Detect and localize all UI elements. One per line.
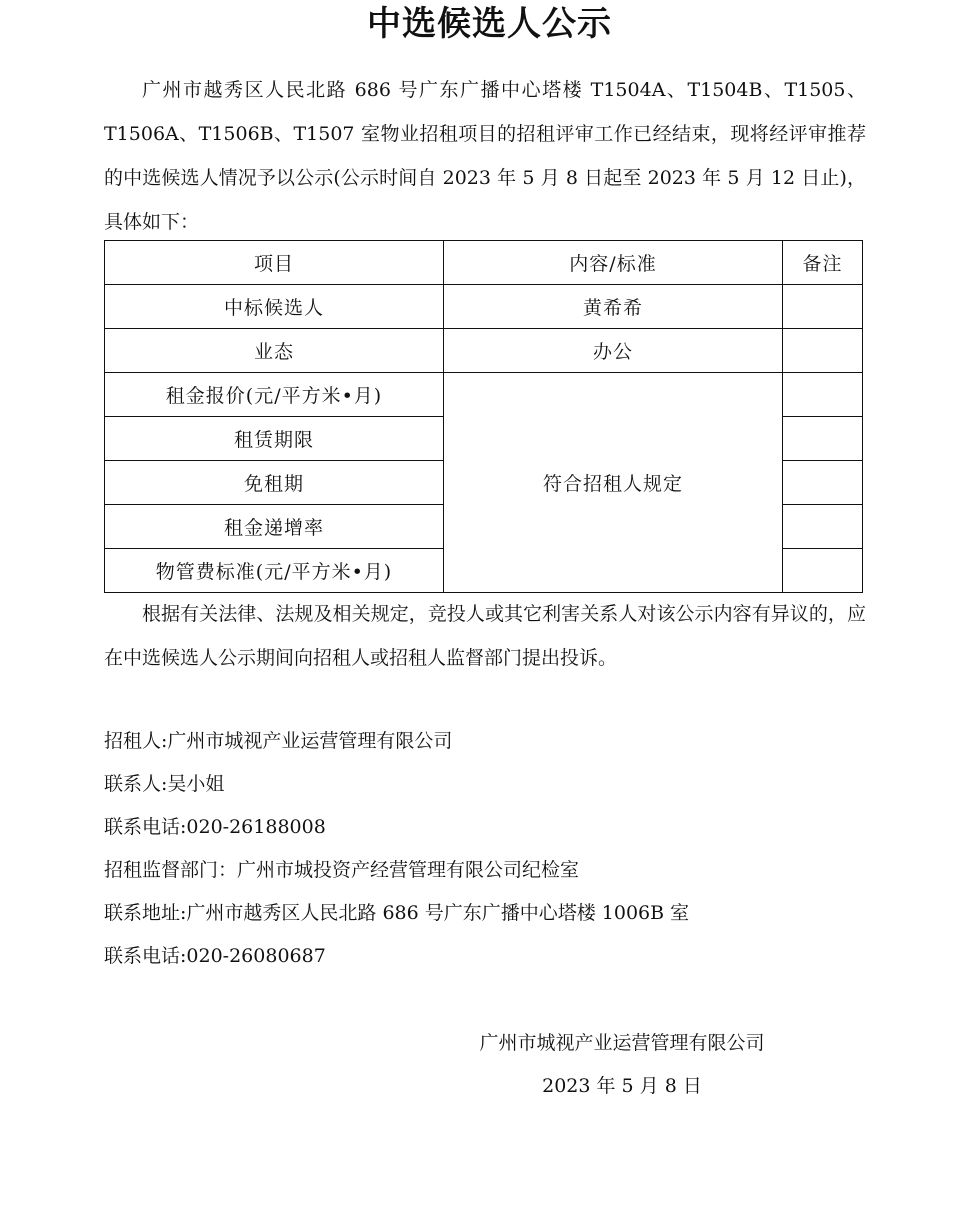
- header-note: 备注: [783, 241, 863, 285]
- intro-paragraph: 广州市越秀区人民北路 686 号广东广播中心塔楼 T1504A、T1504B、T1505、T1506A、T1506B、T1507 室物业招租项目的招租评审工作已经结束，现将经评审推荐的中选候选人情况予以公示(公示时间自 2023 年 5 月 8 日起至 2023 年 5 月 12 日止)，具体如下：: [104, 79, 866, 233]
- row-content-cell: 黄希希: [444, 285, 783, 329]
- supervision-phone-line: 联系电话:020-26080687: [104, 945, 326, 967]
- candidate-table: [104, 240, 863, 593]
- page-title: 中选候选人公示: [367, 4, 612, 44]
- lessor-line: 招租人:广州市城视产业运营管理有限公司: [104, 730, 453, 752]
- row-item-cell: 租金递增率: [105, 505, 444, 549]
- contact-phone-line: 联系电话:020-26188008: [104, 816, 326, 838]
- contact-block: [104, 720, 864, 978]
- table-row: [105, 329, 863, 373]
- row-note-cell: [783, 549, 863, 593]
- supervision-dept-line: 招租监督部门：广州市城投资产经营管理有限公司纪检室: [104, 859, 580, 881]
- row-note-cell: [783, 373, 863, 417]
- row-item-cell: 业态: [105, 329, 444, 373]
- contact-person-line: 联系人:吴小姐: [104, 773, 225, 795]
- merged-content-cell: 符合招租人规定: [444, 373, 783, 593]
- row-note-cell: [783, 417, 863, 461]
- table-header-row: [105, 241, 863, 285]
- signature-company: 广州市城视产业运营管理有限公司: [479, 1032, 765, 1054]
- row-note-cell: [783, 329, 863, 373]
- row-note-cell: [783, 285, 863, 329]
- objection-paragraph: 根据有关法律、法规及相关规定，竞投人或其它利害关系人对该公示内容有异议的，应在中选候选人公示期间向招租人或招租人监督部门提出投诉。: [104, 603, 866, 669]
- header-item: 项目: [105, 241, 444, 285]
- table-row: [105, 285, 863, 329]
- row-item-cell: 租金报价(元/平方米•月): [105, 373, 444, 417]
- contact-address-line: 联系地址:广州市越秀区人民北路 686 号广东广播中心塔楼 1006B 室: [104, 902, 690, 924]
- row-item-cell: 租赁期限: [105, 417, 444, 461]
- row-content-cell: 办公: [444, 329, 783, 373]
- row-item-cell: 中标候选人: [105, 285, 444, 329]
- row-item-cell: 免租期: [105, 461, 444, 505]
- table-row: [105, 373, 863, 417]
- row-note-cell: [783, 505, 863, 549]
- signature-block: [440, 1022, 804, 1108]
- signature-date: 2023 年 5 月 8 日: [542, 1075, 702, 1097]
- row-note-cell: [783, 461, 863, 505]
- header-content: 内容/标准: [444, 241, 783, 285]
- row-item-cell: 物管费标准(元/平方米•月): [105, 549, 444, 593]
